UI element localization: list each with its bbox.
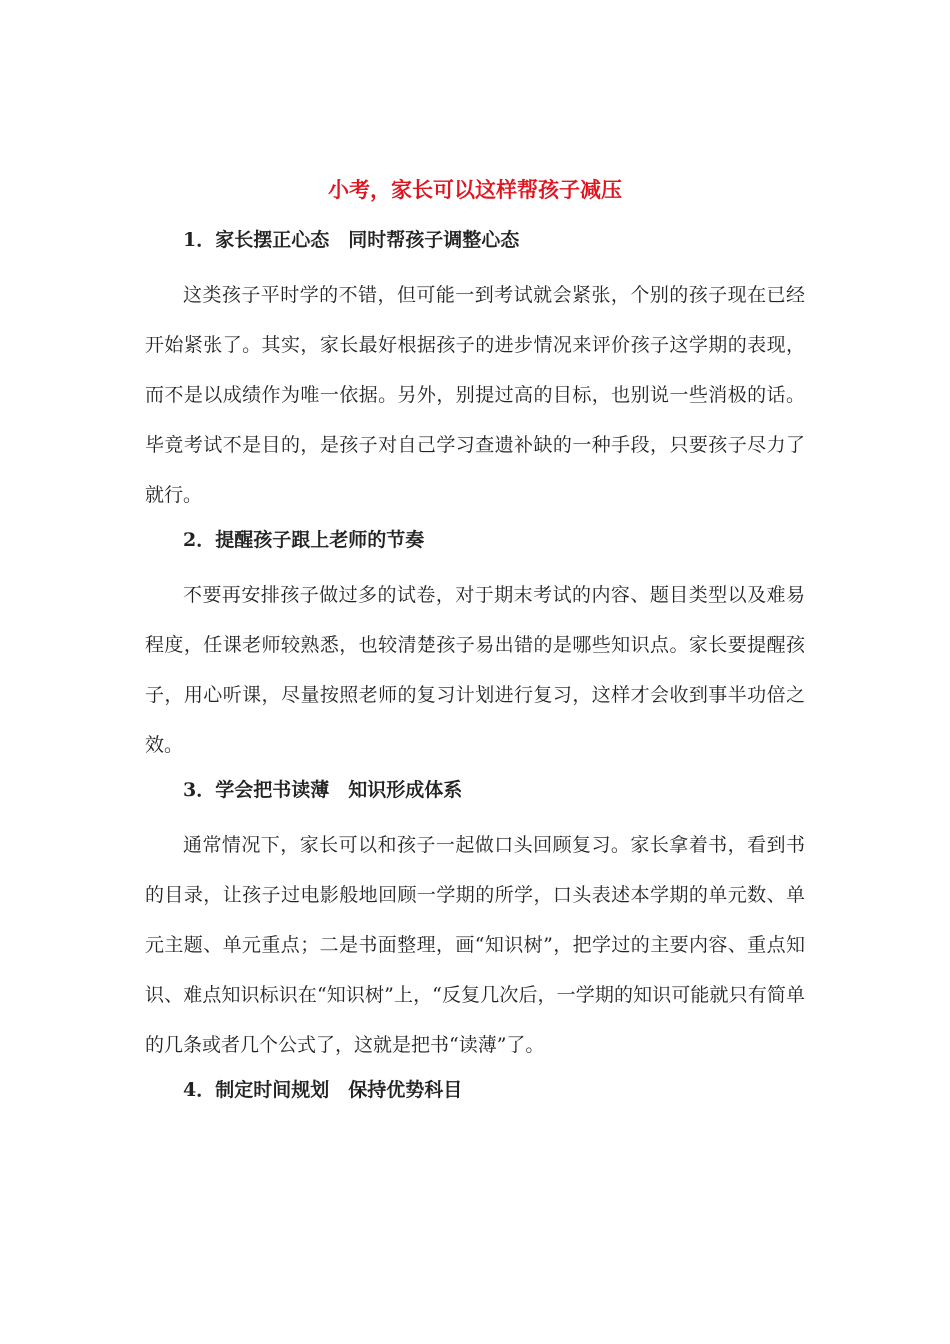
section-paragraph: 通常情况下，家长可以和孩子一起做口头回顾复习。家长拿着书，看到书的目录，让孩子过电影般地回顾一学期的所学，口头表述本学期的单元数、单元主题、单元重点；二是书面整理，画“知识树”，把学过的主要内容、重点知识、难点知识标识在“知识树”上，“反复几次后，一学期的知识可能就只有简单的几条或者几个公式了，这就是把书“读薄”了。 [145, 834, 805, 1056]
section-3 [145, 770, 805, 1070]
section-paragraph: 这类孩子平时学的不错，但可能一到考试就会紧张，个别的孩子现在已经开始紧张了。其实，家长最好根据孩子的进步情况来评价孩子这学期的表现，而不是以成绩作为唯一依据。另外，别提过高的目标，也别说一些消极的话。毕竟考试不是目的，是孩子对自己学习查遗补缺的一种手段，只要孩子尽力了就行。 [145, 284, 805, 506]
section-heading: 1．家长摆正心态 同时帮孩子调整心态 [183, 229, 520, 251]
section-heading: 4．制定时间规划 保持优势科目 [183, 1079, 463, 1101]
section-heading: 3．学会把书读薄 知识形成体系 [183, 779, 463, 801]
section-2 [145, 520, 805, 770]
document-body [145, 170, 805, 1120]
section-paragraph: 不要再安排孩子做过多的试卷，对于期末考试的内容、题目类型以及难易程度，任课老师较熟悉，也较清楚孩子易出错的是哪些知识点。家长要提醒孩子，用心听课，尽量按照老师的复习计划进行复习，这样才会收到事半功倍之效。 [145, 584, 805, 756]
section-1 [145, 220, 805, 520]
section-4 [145, 1070, 805, 1110]
section-heading: 2．提醒孩子跟上老师的节奏 [183, 529, 425, 551]
document-title: 小考，家长可以这样帮孩子减压 [328, 177, 622, 202]
